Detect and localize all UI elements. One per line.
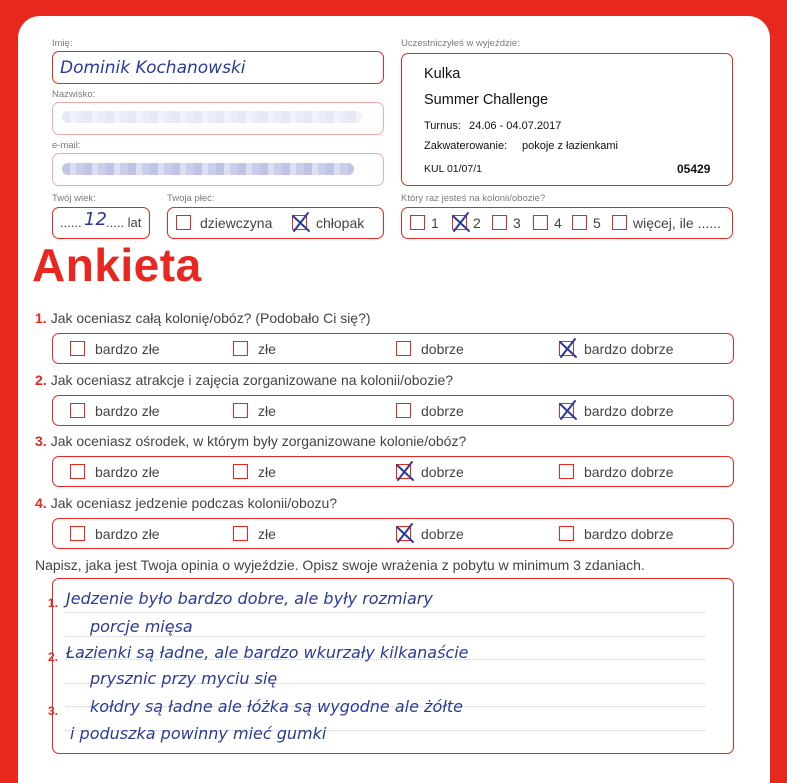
first-name-label: Imię: [52, 38, 73, 49]
accom-value: pokoje z łazienkami [522, 140, 618, 152]
answer-checkbox[interactable] [70, 403, 85, 418]
answer-checkbox[interactable] [396, 403, 411, 418]
answer-checkbox[interactable] [233, 341, 248, 356]
answer-checkbox[interactable] [396, 464, 411, 479]
answer-option-label: bardzo złe [95, 526, 160, 542]
answer-option-label: złe [258, 341, 276, 357]
question-text: Jak oceniasz atrakcje i zajęcia zorganizowane na kolonii/obozie? [50, 372, 454, 388]
answer-checkbox[interactable] [559, 341, 574, 356]
count-checkbox-4[interactable] [533, 215, 548, 230]
gender-male-checkbox[interactable] [292, 215, 307, 230]
question-number: 4. [35, 495, 47, 511]
count-checkbox-2[interactable] [452, 215, 467, 230]
gender-male-label: chłopak [316, 215, 365, 231]
answer-checkbox[interactable] [559, 526, 574, 541]
question-number: 2. [35, 372, 47, 388]
gender-female-checkbox[interactable] [176, 215, 191, 230]
count-option-label: 1 [431, 215, 439, 231]
answer-option-label: dobrze [421, 464, 464, 480]
count-checkbox-5[interactable] [572, 215, 587, 230]
answer-option-label: złe [258, 464, 276, 480]
question-number: 1. [35, 310, 47, 326]
answer-option-label: bardzo dobrze [584, 341, 674, 357]
answer-option-label: dobrze [421, 341, 464, 357]
answer-option-label: bardzo dobrze [584, 526, 674, 542]
answer-option-label: dobrze [421, 403, 464, 419]
count-option-label: 4 [554, 215, 562, 231]
answer-checkbox[interactable] [233, 403, 248, 418]
answer-checkbox[interactable] [233, 464, 248, 479]
gender-female-label: dziewczyna [200, 215, 273, 231]
question-4 [35, 495, 337, 511]
opinion-number: 1. [48, 596, 59, 610]
answer-option-label: bardzo złe [95, 403, 160, 419]
trip-number: 05429 [677, 162, 711, 176]
last-name-redacted [62, 111, 362, 123]
page-title: Ankieta [32, 239, 202, 291]
handwritten-line: Jedzenie było bardzo dobre, ale były rozmiary [66, 589, 433, 608]
answer-option-label: złe [258, 526, 276, 542]
trip-name-1: Kulka [424, 66, 461, 82]
answer-checkbox[interactable] [559, 464, 574, 479]
email-redacted [62, 163, 354, 175]
count-option-label: 2 [473, 215, 481, 231]
answer-checkbox[interactable] [233, 526, 248, 541]
writing-line [65, 612, 705, 613]
check-mark-icon [290, 210, 312, 234]
turnus-value: 24.06 - 04.07.2017 [469, 120, 562, 132]
answer-checkbox[interactable] [70, 526, 85, 541]
answer-checkbox[interactable] [559, 403, 574, 418]
question-number: 3. [35, 433, 47, 449]
opinion-prompt: Napisz, jaka jest Twoja opinia o wyjeździe. Opisz swoje wrażenia z pobytu w minimum 3 zdaniach. [35, 557, 645, 573]
first-name-value: Dominik Kochanowski [60, 58, 246, 78]
trip-label: Uczestniczyłeś w wyjeździe: [401, 38, 520, 49]
answer-option-label: bardzo złe [95, 341, 160, 357]
accom-label: Zakwaterowanie: [424, 140, 508, 152]
count-checkbox-1[interactable] [410, 215, 425, 230]
check-mark-icon [450, 210, 472, 234]
trip-name-2: Summer Challenge [424, 92, 549, 108]
age-prefix: ...... [60, 215, 82, 230]
count-checkbox-6[interactable] [612, 215, 627, 230]
question-text: Jak oceniasz całą kolonię/obóz? (Podobało Ci się?) [50, 310, 371, 326]
count-option-label: 3 [513, 215, 521, 231]
last-name-label: Nazwisko: [52, 89, 96, 100]
answer-checkbox[interactable] [70, 341, 85, 356]
handwritten-line: prysznic przy myciu się [90, 669, 278, 688]
handwritten-line: porcje mięsa [90, 617, 193, 636]
answer-checkbox[interactable] [70, 464, 85, 479]
count-option-label: 5 [593, 215, 601, 231]
question-3 [35, 433, 466, 449]
answer-checkbox[interactable] [396, 526, 411, 541]
gender-label: Twoja płeć: [167, 193, 215, 204]
handwritten-line: Łazienki są ładne, ale bardzo wkurzały kilkanaście [66, 643, 469, 662]
opinion-number: 3. [48, 704, 59, 718]
check-mark-icon [394, 521, 416, 545]
count-option-label: więcej, ile ...... [633, 215, 721, 231]
answer-option-label: bardzo złe [95, 464, 160, 480]
check-mark-icon [557, 398, 579, 422]
question-2 [35, 372, 453, 388]
question-text: Jak oceniasz jedzenie podczas kolonii/obozu? [50, 495, 338, 511]
answer-option-label: bardzo dobrze [584, 464, 674, 480]
age-value: 12 [84, 209, 107, 230]
question-text: Jak oceniasz ośrodek, w którym były zorganizowane kolonie/obóz? [50, 433, 467, 449]
check-mark-icon [394, 459, 416, 483]
check-mark-icon [557, 336, 579, 360]
turnus-label: Turnus: [424, 120, 461, 132]
email-label: e-mail: [52, 140, 81, 151]
handwritten-line: kołdry są ładne ale łóżka są wygodne ale żółte [90, 697, 463, 716]
handwritten-line: i poduszka powinny mieć gumki [70, 724, 327, 743]
trip-code: KUL 01/07/1 [424, 163, 482, 175]
count-label: Który raz jesteś na kolonii/obozie? [401, 193, 546, 204]
count-checkbox-3[interactable] [492, 215, 507, 230]
age-label: Twój wiek: [52, 193, 96, 204]
question-1 [35, 310, 371, 326]
answer-option-label: złe [258, 403, 276, 419]
answer-checkbox[interactable] [396, 341, 411, 356]
answer-option-label: bardzo dobrze [584, 403, 674, 419]
opinion-number: 2. [48, 650, 59, 664]
age-suffix: ..... lat [106, 215, 142, 230]
answer-option-label: dobrze [421, 526, 464, 542]
